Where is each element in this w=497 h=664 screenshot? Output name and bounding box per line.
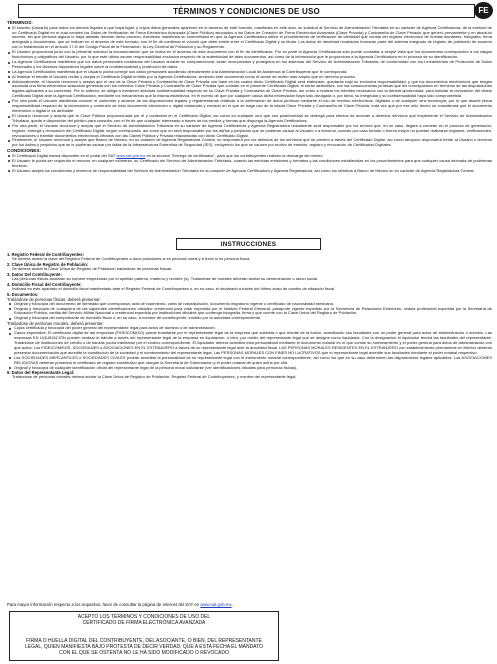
term-item: El Usuario proporciona junto con la presente solicitud la documentación que se indica en el anverso de este documento con el fin de identificarse. Por su parte la Agencia Certificadora sólo puede constatar a simple vista que los documentos corresponden a los rasgos fisonómicos y caligráficos del Usuario, por lo que este último asume responsabilidad exclusiva respecto de la autenticidad de tales documentos, así como de la información que le proporcione a la Agencia Certificadora en el proceso de su identificación. bbox=[7, 50, 492, 60]
term-item: Por otra parte, el Usuario reconoce y acepta que el Servicio de Administración Tributaria en su carácter de Agencia Certificadora y Agencia Registradora únicamente será responsable por los errores que, en su caso, llegare a cometer en el proceso de generación, registro, entrega y revocación del Certificado Digital, según corresponda, así como que no será responsable por los daños y perjuicios que se pudieran causar al Usuario o a terceros, cuando por caso fortuito o fuerza mayor no puedan realizarse registros, verificaciones, revocaciones o tramitar documentos electrónicos cifrados con las Claves Pública y Privada relacionadas con dicho Certificado Digital. bbox=[7, 124, 492, 139]
sat-portal-link[interactable]: www.sat.gob.mx bbox=[116, 152, 146, 158]
instruction-text: Tratándose de personas físicas, deberá presentar: bbox=[7, 296, 101, 302]
instruction-title: 2. Clave Única de Registro de Población: bbox=[7, 261, 89, 267]
instruction-title: 1. Registro Federal de Contribuyentes: bbox=[7, 252, 85, 257]
terms-section bbox=[7, 20, 492, 173]
page-title-box bbox=[18, 4, 475, 18]
documents-list bbox=[7, 302, 492, 322]
term-item: El Usuario reconoce y acepta que la Clave Pública proporcionada por él y contenida en el Certificado Digital, así como en cualquier otro que con posterioridad se obtenga para efectos de acceder a diversos servicios que implemente el Servicio de Administración Tributaria, quede a disposición del público para consulta, con el fin de que cualquier interesado a través de los medios y formas que disponga la Agencia Certificadora. bbox=[7, 114, 492, 124]
instruction-text: Las personas físicas anotarán su nombre empezando por el apellido paterno, materno y nombre (s). Tratándose de morales deberán anotar su denominación o razón social. bbox=[12, 275, 319, 281]
fe-badge: FE bbox=[474, 2, 493, 19]
condition-item: El Certificado Digital estará disponible en el portal del SAT www.sat.gob.mx en la sección "Entrega de certificados", para que los contribuyentes realicen la descarga del mismo. bbox=[7, 154, 492, 159]
sat-website-link[interactable]: www.sat.gob.mx bbox=[200, 602, 232, 607]
term-item: Adicionalmente, el Usuario reconoce y acepta que el uso de la Clave Privada y Contraseña de Clave Privada con base en las cuales dicho Certificado Digital será elaborado, quedarán bajo su exclusiva responsabilidad, y que los documentos electrónicos que tengan asociada una firma electrónica avanzada generada con los referidos Clave Privada y Contraseña de Clave Privada que constan en el presente Certificado Digital, le serán atribuibles, con las consecuencias jurídicas que les correspondan en términos de las disposiciones legales aplicables a su contenido. Por lo anterior, se obliga a mantener absoluta confidencialidad respecto de su Clave Privada y Contraseña de Clave Privada, así como a realizar los trámites necesarios con la debida oportunidad, para solicitar la revocación del citado Certificado Digital ante la Agencia Certificadora, mediante los mecanismos que la misma establezca, en el evento de que por cualquier causa dicha información haya sido divulgada o, por tanto, su integridad y su confidencialidad haya sido comprometida. bbox=[7, 80, 492, 100]
condition-item: El Usuario acepta los condiciones y términos de responsabilidad del Servicio de Administración Tributaria en su carácter de Agencia Certificadora y Agencia Registradora, así como los relativos a Banco de México en su carácter de Agencia Registradora Central. bbox=[7, 169, 492, 174]
signature-box[interactable] bbox=[9, 611, 279, 661]
instruction-title: 3. Datos Del Contribuyente: bbox=[7, 271, 62, 277]
morales-item: Las SOCIEDADES MERCANTILES o SOCIEDADES CIVILES podrán acreditar la personalidad de su representante legal con el instrumento notarial correspondiente, así como los que en su caso determinen las disposiciones legales aplicables. Las ASOCIACIONES RELIGIOSAS deberán presentar el certificado de registro constitutivo que otorgue la Secretaría de Gobernación y el poder notarial de quien actúe por ella. bbox=[7, 356, 492, 366]
condition-item: El Usuario le podrá ser requerido el renovar, en cualquier momento, su Certificado del Servicio de Administración Tributaria, cuando las estrictas emisiones y formatos y las condiciones establecidas en los procedimientos para que cualquier causa derivada de problemas técnicos. bbox=[7, 159, 492, 169]
term-item: La Agencia Certificadora manifiesta que el Usuario podrá corregir sus datos personales acudiendo directamente a la Administración Local de Asistencia al Contribuyente que le corresponda. bbox=[7, 70, 492, 75]
document-item: Original y fotocopia del documento de identidad que corresponda: acta de nacimiento, carta de naturalización, documento migratorio vigente o certificado de nacionalidad mexicana. bbox=[7, 302, 492, 307]
instruction-text: Se deberá anotar la clave del Registro Federal de Contribuyentes a doce posiciones si es persona moral y a trece si es persona física. bbox=[12, 256, 251, 261]
document-item: Original y fotocopia del comprobante de domicilio fiscal o, en su caso, a nombre de contribuyente, emitido por la autoridad correspondiente. bbox=[7, 316, 492, 321]
term-item: El suscrito (Usuario) para todos los efectos legales a que haya lugar, y cuyos datos generales aparecen en el anverso de este formato, manifiesta en este acto, su solicitud al Servicio de Administración Tributaria en su carácter de Agencia Certificadora, de la emisión de un Certificado Digital en el cual consten los Datos de Verificación de Firma Electrónica Avanzada (Clave Pública) asociados a los Datos de Creación de Firma Electrónica Avanzada (Clave Privada) y Contraseña de Clave Privada, que generó previamente y en absoluto secreto, sin que persona alguna lo haya asistido durante dicho proceso. Asimismo manifiesta su conformidad en que la Agencia Certificadora utilice el procedimiento de verificación de identidad que consta del registro electrónico de huellas dactilares, fotografía, firma autógrafa y documentos, que se indican en el anverso de este formato, con el fin de confirmar el vínculo que debe existir entre el Certificado Digital y su titular. Los datos de identidad recabados formarán parte del sistema integrado de registro de población de acuerdo con lo establecido en el artículo 17-D del Código Fiscal de la Federación, la Ley General de Población y su Reglamento. bbox=[7, 26, 492, 51]
terms-list bbox=[7, 26, 492, 149]
page-title: TÉRMINOS Y CONDICIONES DE USO bbox=[173, 6, 320, 16]
morales-item: Copia certificada y fotocopia del poder general del representante legal para actos de dominio o de administración. bbox=[7, 326, 492, 331]
instruction-title: 5. Documentos: bbox=[7, 291, 39, 297]
morales-intro: Tratándose de personas morales, deberá presentar: bbox=[7, 321, 104, 327]
instructions-heading: INSTRUCCIONES bbox=[220, 240, 277, 248]
instruction-title: 4. Domicilio Fiscal del Contribuyente: bbox=[7, 281, 82, 287]
instruction-text: Tratándose de personas morales deberá anotar la Clave Única de Registro de Población, Registro Federal de Contribuyentes, y nombre del representante legal. bbox=[12, 374, 297, 380]
morales-list bbox=[7, 326, 492, 370]
morales-item: Casos especiales: El certificado digital de las empresas (FIDEICOMISO) puede tramitarse por el representante legal de la empresa que subsista o que resulte de la fusión, acreditando sus facultades con un poder general para actos de administración o dominio. Las empresas EN LIQUIDACIÓN pueden realizar el trámite a través del representante legal de la empresa en liquidación, o bien, por medio del representante legal que se designe como liquidador. Con la designación el liquidador tendrá las facultades del representante. Tratándose de instituciones de crédito o de fianzas podrá tramitarse por el síndico correspondiente. El liquidador deberá acreditar esta personalidad mediante el documento notarial en el que conste su nombramiento y el poder general para actos de administración con que actúa. Los FIDEICOMISOS, SOCIEDADES o ASOCIACIONES EN EL EXTRANJERO a través de su representante legal ante la autoridad fiscal. LAS PERSONAS MORALES RESIDENTES EN EL EXTRANJERO con establecimiento permanente en México deberán presentar documentación que acredite la constitución de la sociedad y el nombramiento del representante legal. Las PERSONAS MORALES CON FINES NO LUCRATIVOS que el representante legal acredite sus facultades mediante el poder notarial respectivo. bbox=[7, 331, 492, 356]
footer-note: Para mayor información respecto a los requisitos, favor de consultar la página de Internet del SAT en www.sat.gob.mx. bbox=[7, 602, 233, 607]
instruction-text: Indicará en este apartado el domicilio fiscal manifestado ante el Registro Federal de Contribuyentes o, en su caso, el declarado a través del último aviso de cambio de situación fiscal. bbox=[12, 285, 336, 291]
conditions-heading: CONDICIONES: bbox=[7, 148, 41, 154]
instructions-heading-box bbox=[176, 238, 321, 250]
acceptance-text: ACEPTO LOS TÉRMINOS Y CONDICIONES DE USO DEL CERTIFICADO DE FIRMA ELECTRÓNICA AVANZADA bbox=[77, 614, 211, 626]
instructions-section bbox=[7, 252, 492, 380]
term-item: Por otra parte el Usuario manifiesta conocer el contenido y alcance de las disposiciones legales y reglamentarias relativas a la celebración de actos jurídicos mediante el uso de medios electrónicos, digitales o de cualquier otra tecnología; por lo que asume plena responsabilidad respecto de la información y contenido de todo documento electrónico o digital elaborado y enviado en el que se haga uso de la citada Clave Privada y Contraseña de Clave Privada, toda vez que por ese sólo hecho se considerará que el documento electrónico o digital le es atribuible. bbox=[7, 99, 492, 114]
document-item: Original y fotocopia de cualquiera de las siguientes identificaciones oficiales: credencial para votar expedida por el Instituto Federal Electoral, pasaporte vigente expedido por la Secretaría de Relaciones Exteriores, cédula profesional expedida por la Secretaría de Educación Pública, cartilla del Servicio Militar Nacional o credencial expedida por instituciones oficiales que contenga fotografía, firma y que cuente con la Clave Única del Registro de Población. bbox=[7, 307, 492, 317]
term-item: Finalmente, el Usuario reconoce y acepta que Banco de México, en su carácter de Agencia Registradora Central, no responderá por los defectos de los servicios que se presten a través del Certificado Digital, así como tampoco responderá frente al Usuario o terceros por los daños y perjuicios que se le pudieran causar por fallas de la Infraestructura Extendida de Seguridad (IES), incluyendo los que se causen por motivo de emisión, registro y revocación de Certificados Digitales. bbox=[7, 138, 492, 148]
term-item: Al finalizar el trámite el Usuario recibe y acepta el Certificado Digital emitido por la Agencia Certificadora, sirviendo este documento como el acuse de recibo más amplio que en derecho proceda. bbox=[7, 75, 492, 80]
morales-item: Original y fotocopia de cualquier identificación oficial del representante legal de la persona moral solicitante (ver identificaciones oficiales para personas físicas). bbox=[7, 366, 492, 371]
instruction-text: Se deberá anotar la Clave Única de Registro de Población tratándose de personas físicas. bbox=[12, 265, 173, 271]
instruction-title: 6. Datos del Representante Legal: bbox=[7, 370, 75, 376]
terms-heading: TÉRMINOS: bbox=[7, 20, 33, 25]
signature-caption: FIRMA O HUELLA DIGITAL DEL CONTRIBUYENTE, DEL ASOCIANTE, O BIEN, DEL REPRESENTANTE LEGAL, QUIEN MANIFIESTA BAJO PROTESTA DE DECIR VERDAD, QUE A ESTA FECHA EL MANDATO CON EL QUE SE OSTENTA NO LE HA SIDO MODIFICADO O REVOCADO bbox=[24, 638, 264, 656]
conditions-list bbox=[7, 154, 492, 174]
term-item: La Agencia Certificadora manifiesta que los datos personales recabados del Usuario durante su comparecencia, serán incorporados y protegidos en los sistemas del Servicio de Administración Tributaria, de conformidad con los Lineamientos de Protección de Datos Personales y los diversos dispositivos legales sobre la confidencialidad y protección de datos. bbox=[7, 60, 492, 70]
